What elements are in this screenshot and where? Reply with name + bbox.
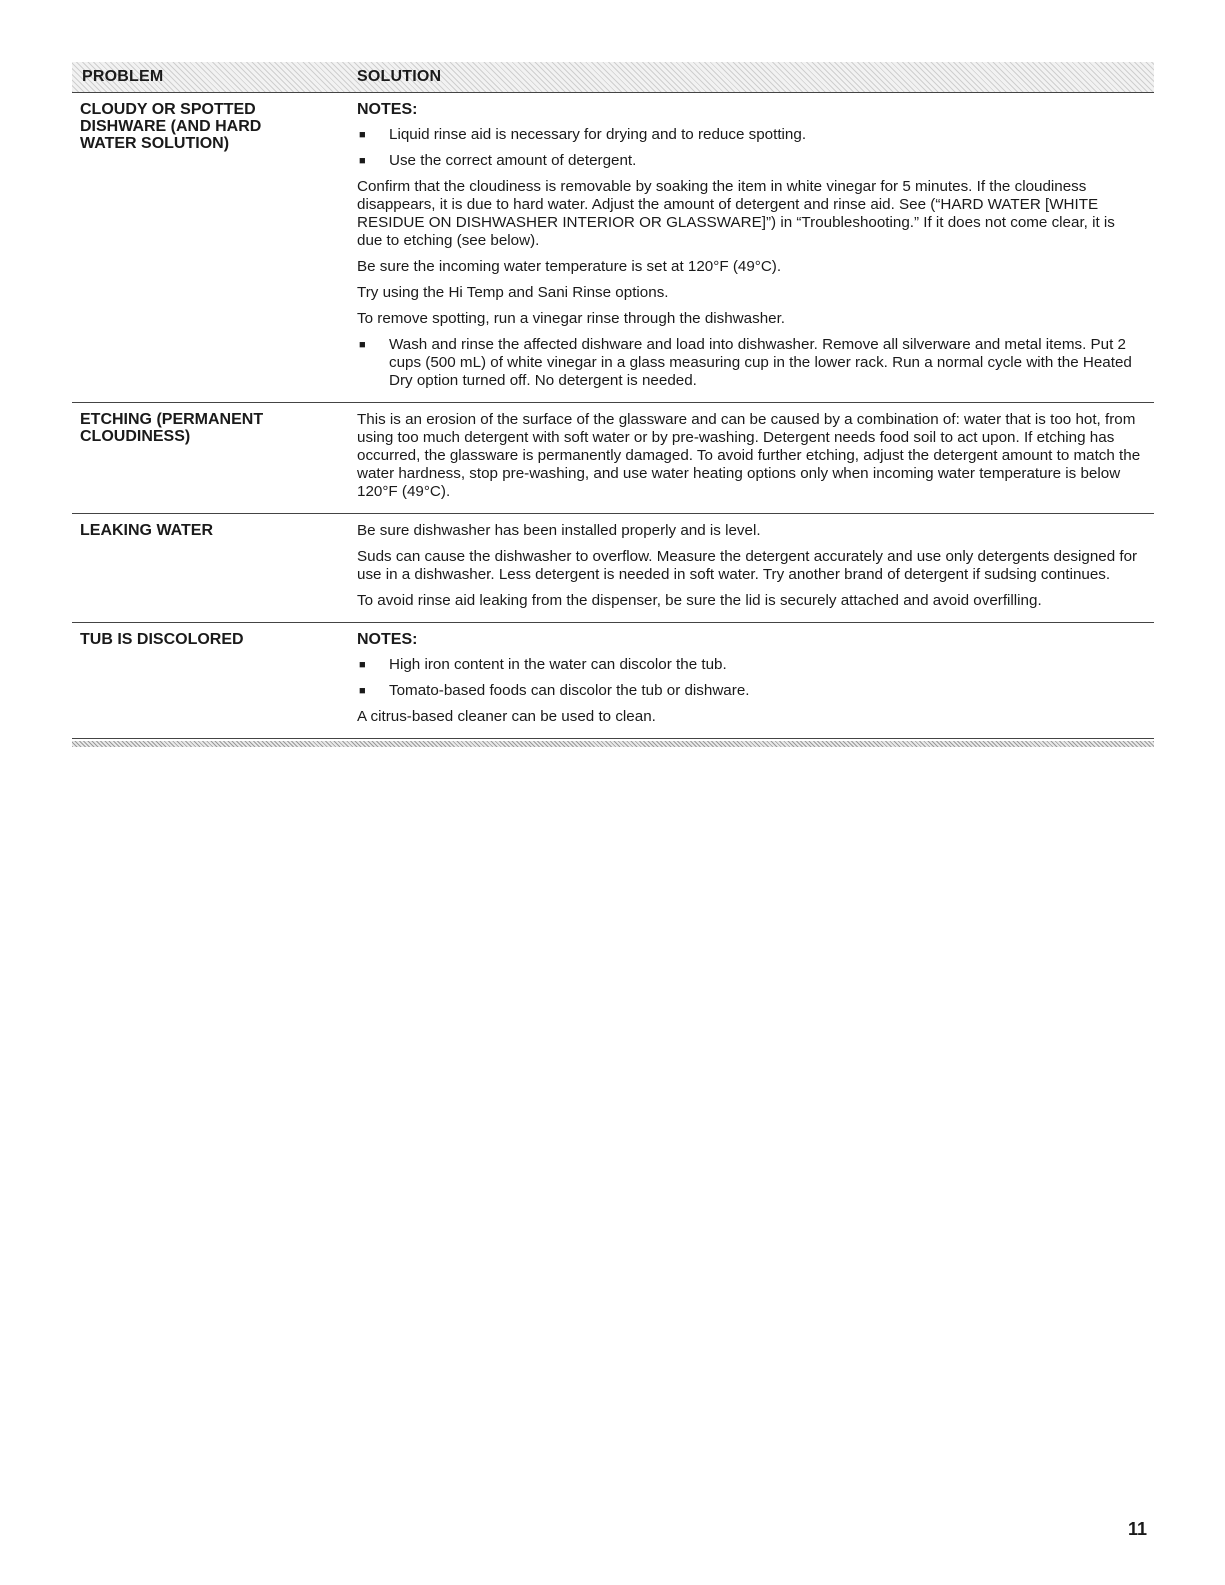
table-row — [72, 514, 1154, 623]
header-problem: PROBLEM — [82, 68, 164, 85]
troubleshooting-table — [72, 62, 1154, 747]
problem-cell: TUB IS DISCOLORED — [80, 631, 244, 648]
problem-cell: LEAKING WATER — [80, 522, 214, 539]
bullet-square-icon: ■ — [359, 339, 366, 351]
bullet-item — [357, 152, 1144, 170]
table-header — [72, 62, 1154, 93]
notes-label: NOTES: — [357, 631, 418, 648]
solution-cell — [357, 522, 1144, 618]
solution-paragraph: Be sure the incoming water temperature is set at 120°F (49°C). — [357, 258, 782, 275]
bullet-square-icon: ■ — [359, 659, 366, 671]
bullet-square-icon: ■ — [359, 129, 366, 141]
bullet-item — [357, 682, 1144, 700]
solution-paragraph: A citrus-based cleaner can be used to clean. — [357, 708, 656, 725]
bullet-text: Use the correct amount of detergent. — [389, 152, 637, 169]
solution-cell — [357, 411, 1144, 509]
bullet-text: Wash and rinse the affected dishware and load into dishwasher. Remove all silverware and metal items. Put 2 cups (500 mL) of white vinegar in a glass measuring cup in the lower rack. Run a normal cycle with the Heated Dry option turned off. No detergent is needed. — [389, 336, 1132, 389]
notes-label: NOTES: — [357, 101, 418, 118]
bullet-text: Tomato-based foods can discolor the tub or dishware. — [389, 682, 750, 699]
bullet-text: High iron content in the water can discolor the tub. — [389, 656, 727, 673]
bullet-square-icon: ■ — [359, 155, 366, 167]
problem-cell: CLOUDY OR SPOTTED DISHWARE (AND HARD WATER SOLUTION) — [80, 101, 262, 152]
table-row — [72, 93, 1154, 403]
solution-paragraph: Suds can cause the dishwasher to overflow. Measure the detergent accurately and use only detergents designed for use in a dishwasher. Less detergent is needed in soft water. Try another brand of detergent if sudsing continues. — [357, 548, 1138, 583]
table-row — [72, 403, 1154, 514]
solution-paragraph: To avoid rinse aid leaking from the dispenser, be sure the lid is securely attached and avoid overfilling. — [357, 592, 1042, 609]
bullet-text: Liquid rinse aid is necessary for drying and to reduce spotting. — [389, 126, 807, 143]
page-number: 11 — [1128, 1519, 1148, 1539]
table-row — [72, 623, 1154, 739]
problem-cell: ETCHING (PERMANENT CLOUDINESS) — [80, 411, 264, 445]
table-bottom-rule — [72, 741, 1154, 747]
header-solution: SOLUTION — [357, 68, 442, 85]
bullet-square-icon: ■ — [359, 685, 366, 697]
solution-cell — [357, 631, 1144, 734]
bullet-item — [357, 656, 1144, 674]
solution-paragraph: Be sure dishwasher has been installed properly and is level. — [357, 522, 761, 539]
solution-paragraph: Confirm that the cloudiness is removable by soaking the item in white vinegar for 5 minutes. If the cloudiness disappears, it is due to hard water. Adjust the amount of detergent and rinse aid. See (“HARD WATER [WHITE RESIDUE ON DISHWASHER INTERIOR OR GLASSWARE]”) in “Troubleshooting.” If it does not come clear, it is due to etching (see below). — [357, 178, 1115, 249]
solution-cell — [357, 101, 1144, 398]
solution-paragraph: This is an erosion of the surface of the glassware and can be caused by a combination of: water that is too hot, from using too much detergent with soft water or by pre-washing. Detergent needs food soil to act upon. If etching has occurred, the glassware is permanently damaged. To avoid further etching, adjust the detergent amount to match the water hardness, stop pre-washing, and use water heating options only when incoming water temperature is below 120°F (49°C). — [357, 411, 1141, 500]
bullet-item — [357, 336, 1144, 390]
solution-paragraph: Try using the Hi Temp and Sani Rinse options. — [357, 284, 669, 301]
bullet-item — [357, 126, 1144, 144]
solution-paragraph: To remove spotting, run a vinegar rinse through the dishwasher. — [357, 310, 786, 327]
